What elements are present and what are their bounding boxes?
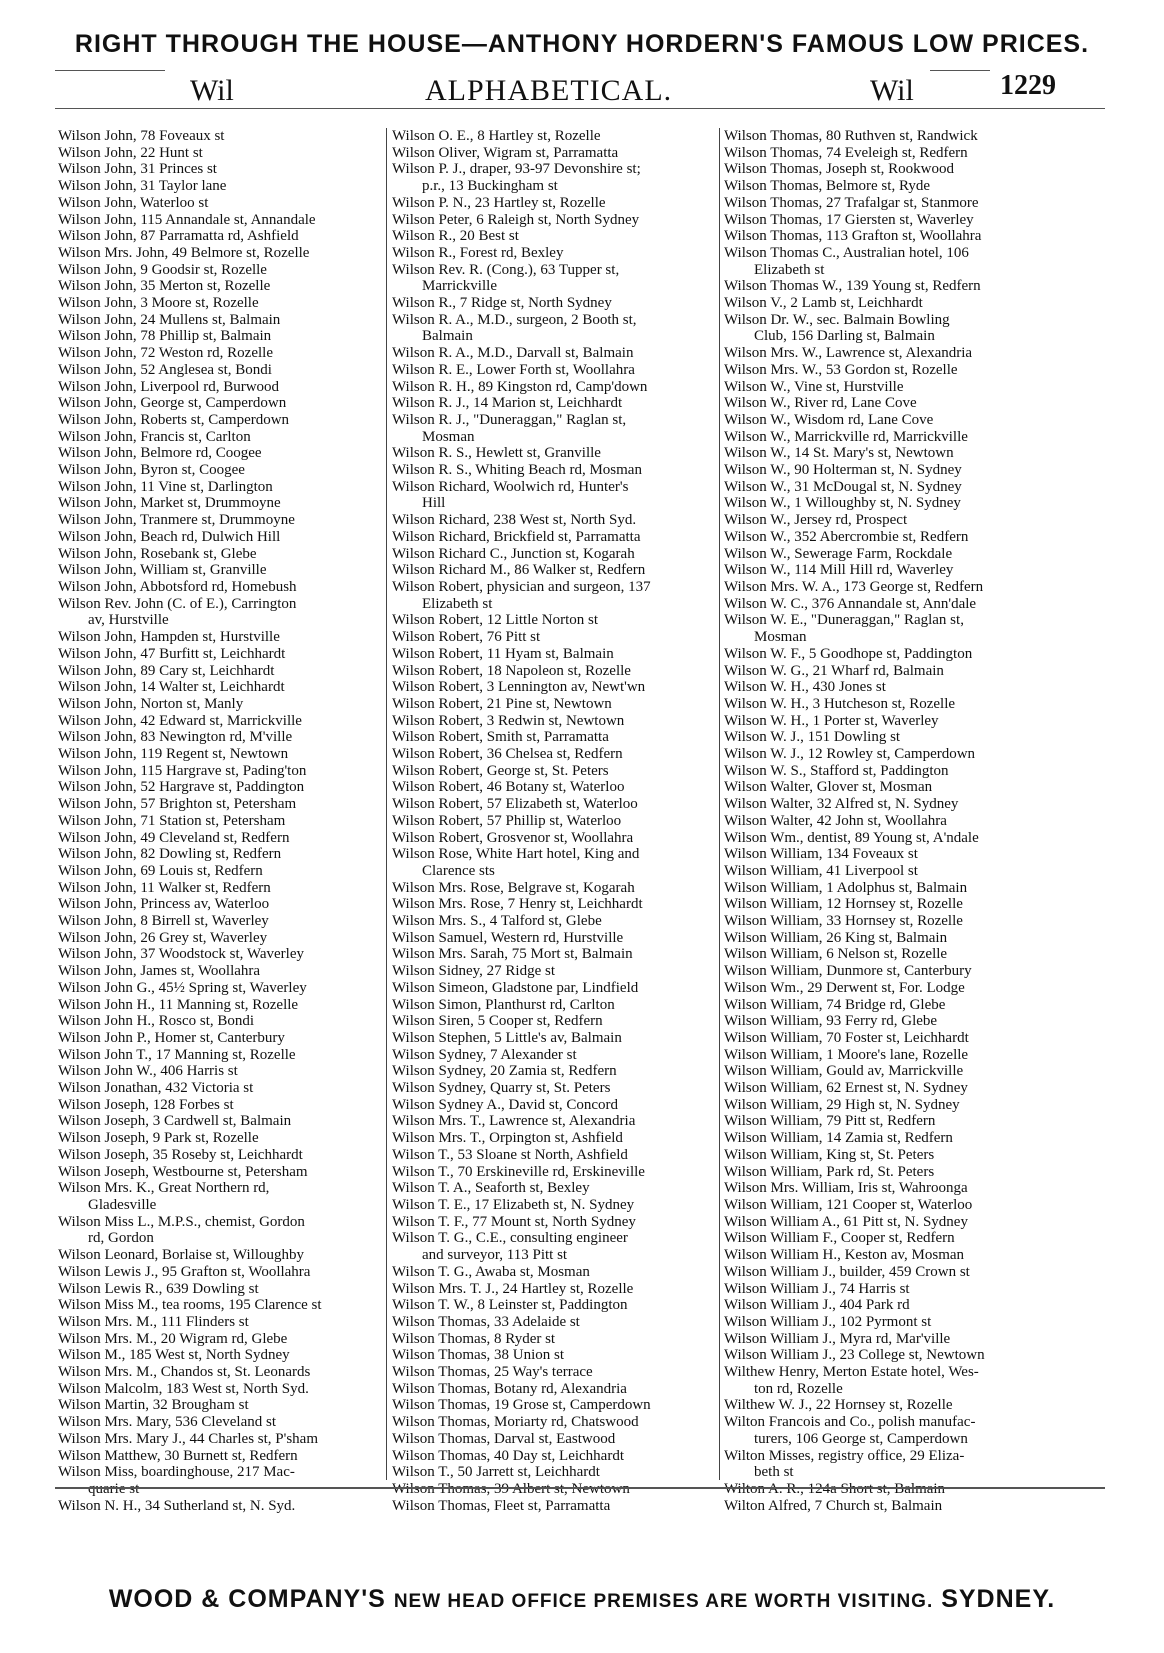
- directory-entry: Wilson Robert, 57 Phillip st, Waterloo: [392, 812, 622, 829]
- directory-column-2: [392, 128, 718, 1514]
- directory-entry: Wilson Joseph, 35 Roseby st, Leichhardt: [58, 1146, 303, 1163]
- directory-entry: Wilson Joseph, 9 Park st, Rozelle: [58, 1130, 259, 1147]
- directory-entry: Wilson Miss L., M.P.S., chemist, Gordon: [58, 1213, 305, 1230]
- directory-entry: Wilson Mrs. John, 49 Belmore st, Rozelle: [58, 244, 310, 261]
- directory-entry: Wilson Thomas, 27 Trafalgar st, Stanmore: [724, 194, 979, 211]
- directory-entry: Wilson William, Park rd, St. Peters: [724, 1163, 935, 1180]
- directory-entry: Wilson R. E., Lower Forth st, Woollahra: [392, 361, 635, 378]
- bottom-advertisement-banner: [0, 1585, 1164, 1614]
- directory-entry: Wilson Mrs. T. J., 24 Hartley st, Rozelle: [392, 1280, 634, 1297]
- directory-entry: Wilthew Henry, Merton Estate hotel, Wes-: [724, 1364, 979, 1381]
- directory-entry: Wilson William J., Myra rd, Mar'ville: [724, 1330, 951, 1347]
- directory-entry-continuation: Hill: [422, 495, 446, 512]
- directory-entry: Wilson John G., 45½ Spring st, Waverley: [58, 979, 307, 996]
- directory-entry: Wilson John, Belmore rd, Coogee: [58, 445, 262, 462]
- directory-entry: Wilson John, George st, Camperdown: [58, 395, 287, 412]
- directory-entry: Wilson Thomas, Belmore st, Ryde: [724, 178, 931, 195]
- directory-entry: Wilton A. R., 124a Short st, Balmain: [724, 1480, 946, 1497]
- directory-entry: Wilson William, 121 Cooper st, Waterloo: [724, 1197, 973, 1213]
- directory-entry: Wilton Misses, registry office, 29 Eliza-: [724, 1447, 965, 1464]
- directory-entry: Wilson John, 24 Mullens st, Balmain: [58, 311, 281, 328]
- directory-entry: Wilton Francois and Co., polish manufac-: [724, 1414, 976, 1431]
- directory-entry: Wilson Thomas, 74 Eveleigh st, Redfern: [724, 144, 968, 161]
- directory-entry: Wilson Robert, 18 Napoleon st, Rozelle: [392, 662, 631, 679]
- directory-entry: Wilson Thomas, Joseph st, Rookwood: [724, 161, 954, 178]
- header-rule-left: [55, 70, 165, 71]
- directory-entry: Wilson Leonard, Borlaise st, Willoughby: [58, 1247, 304, 1264]
- directory-entry: Wilson W. J., 151 Dowling st: [724, 729, 901, 746]
- directory-entry: Wilson N. H., 34 Sutherland st, N. Syd.: [58, 1497, 296, 1514]
- directory-entry: Wilson John, Waterloo st: [58, 194, 209, 211]
- directory-entry: Wilson John, Roberts st, Camperdown: [58, 411, 290, 428]
- directory-entry: Wilson Thomas, 38 Union st: [392, 1347, 565, 1364]
- directory-entry: Wilson Thomas C., Australian hotel, 106: [724, 244, 969, 261]
- directory-entry: Wilson Thomas, 113 Grafton st, Woollahra: [724, 228, 982, 245]
- directory-entry: Wilson R., 7 Ridge st, North Sydney: [392, 295, 612, 312]
- directory-entry: Wilson John, Beach rd, Dulwich Hill: [58, 528, 281, 545]
- directory-entry-continuation: Club, 156 Darling st, Balmain: [754, 328, 935, 345]
- banner-city: SYDNEY.: [941, 1585, 1056, 1613]
- directory-entry: Wilson William, 62 Ernest st, N. Sydney: [724, 1080, 968, 1097]
- directory-entry: Wilson Wm., 29 Derwent st, For. Lodge: [724, 979, 965, 996]
- directory-entry: Wilson Mrs. M., 20 Wigram rd, Glebe: [58, 1330, 288, 1347]
- directory-entry: Wilson W., Jersey rd, Prospect: [724, 512, 908, 529]
- directory-entry-continuation: beth st: [754, 1464, 794, 1481]
- directory-column-3: [724, 128, 1058, 1514]
- directory-entry: Wilson John, James st, Woollahra: [58, 963, 261, 980]
- directory-entry: Wilson Robert, George st, St. Peters: [392, 762, 609, 779]
- directory-entry: Wilson Thomas, 80 Ruthven st, Randwick: [724, 128, 978, 144]
- directory-entry: Wilson W. H., 430 Jones st: [724, 679, 886, 696]
- directory-entry: Wilson R. J., 14 Marion st, Leichhardt: [392, 395, 623, 412]
- directory-entry: Wilson Mrs. William, Iris st, Wahroonga: [724, 1180, 968, 1197]
- directory-entry: Wilson Robert, 3 Redwin st, Newtown: [392, 712, 625, 729]
- directory-entry: Wilson John, 89 Cary st, Leichhardt: [58, 662, 275, 679]
- directory-entry: Wilson T. F., 77 Mount st, North Sydney: [392, 1213, 636, 1230]
- directory-entry: Wilson Mrs. Rose, 7 Henry st, Leichhardt: [392, 896, 643, 913]
- directory-entry-continuation: Gladesville: [88, 1197, 157, 1213]
- directory-entry: Wilson Siren, 5 Cooper st, Redfern: [392, 1013, 603, 1030]
- directory-entry: Wilson Miss, boardinghouse, 217 Mac-: [58, 1464, 295, 1481]
- footer-rule: [55, 1487, 1105, 1489]
- directory-entry: Wilson John, 22 Hunt st: [58, 144, 203, 161]
- directory-entry: Wilson William, 41 Liverpool st: [724, 862, 918, 879]
- directory-entry: Wilson Mrs. K., Great Northern rd,: [58, 1180, 270, 1197]
- directory-entry: Wilson Martin, 32 Brougham st: [58, 1397, 249, 1414]
- header-right-guide: Wil: [870, 74, 914, 107]
- directory-entry: Wilson Thomas, 19 Grose st, Camperdown: [392, 1397, 651, 1414]
- directory-entry: Wilson John, Byron st, Coogee: [58, 462, 245, 479]
- directory-entry: Wilson Robert, 46 Botany st, Waterloo: [392, 779, 625, 796]
- directory-entry: Wilson W., 114 Mill Hill rd, Waverley: [724, 562, 954, 579]
- directory-entry: Wilson John, 115 Annandale st, Annandale: [58, 211, 316, 228]
- directory-entry: Wilson William, 26 King st, Balmain: [724, 929, 948, 946]
- directory-entry: Wilson Joseph, 128 Forbes st: [58, 1096, 234, 1113]
- directory-entry: Wilson William, 93 Ferry rd, Glebe: [724, 1013, 938, 1030]
- directory-entry: Wilson Joseph, Westbourne st, Petersham: [58, 1163, 308, 1180]
- directory-entry: Wilson T., 70 Erskineville rd, Erskineville: [392, 1163, 645, 1180]
- directory-entry: Wilson John, 115 Hargrave st, Pading'ton: [58, 762, 307, 779]
- directory-entry: Wilson William, King st, St. Peters: [724, 1146, 935, 1163]
- column-divider-2: [719, 128, 720, 1480]
- directory-entry: Wilson Mrs. Rose, Belgrave st, Kogarah: [392, 879, 635, 896]
- directory-entry: Wilson Robert, 21 Pine st, Newtown: [392, 695, 612, 712]
- directory-entry: Wilson John, 3 Moore st, Rozelle: [58, 295, 259, 312]
- directory-entry: Wilson Walter, Glover st, Mosman: [724, 779, 933, 796]
- directory-entry: Wilson T., 50 Jarrett st, Leichhardt: [392, 1464, 600, 1481]
- directory-entry: Wilson W., Marrickville rd, Marrickville: [724, 428, 968, 445]
- directory-entry: Wilson R., 20 Best st: [392, 228, 519, 245]
- directory-entry: Wilson William, 1 Moore's lane, Rozelle: [724, 1046, 969, 1063]
- banner-message: NEW HEAD OFFICE PREMISES ARE WORTH VISITING.: [393, 1591, 934, 1612]
- directory-entry: Wilson William, 79 Pitt st, Redfern: [724, 1113, 936, 1130]
- directory-entry: Wilson Mrs. W., Lawrence st, Alexandria: [724, 345, 973, 362]
- directory-entry: Wilson W., 31 McDougal st, N. Sydney: [724, 478, 962, 495]
- directory-entry: Wilson Thomas, 17 Giersten st, Waverley: [724, 211, 974, 228]
- directory-entry: Wilson John, 119 Regent st, Newtown: [58, 746, 289, 763]
- directory-entry: Wilson Peter, 6 Raleigh st, North Sydney: [392, 211, 640, 228]
- directory-column-1: [58, 128, 384, 1514]
- directory-entry: Wilson Matthew, 30 Burnett st, Redfern: [58, 1447, 298, 1464]
- directory-entry: Wilson Walter, 32 Alfred st, N. Sydney: [724, 796, 959, 813]
- directory-entry-continuation: Balmain: [422, 328, 473, 345]
- directory-entry: Wilson John H., 11 Manning st, Rozelle: [58, 996, 299, 1013]
- directory-entry: Wilson M., 185 West st, North Sydney: [58, 1347, 290, 1364]
- directory-entry: Wilson Stephen, 5 Little's av, Balmain: [392, 1029, 622, 1046]
- directory-entry: Wilson W. E., "Duneraggan," Raglan st,: [724, 612, 964, 629]
- directory-entry: Wilson Mrs. W. A., 173 George st, Redfern: [724, 578, 984, 595]
- directory-entry: Wilson R. S., Hewlett st, Granville: [392, 445, 601, 462]
- directory-entry: Wilson John H., Rosco st, Bondi: [58, 1013, 255, 1030]
- directory-entry: Wilson Robert, 3 Lennington av, Newt'wn: [392, 679, 646, 696]
- directory-entry-continuation: and surveyor, 113 Pitt st: [422, 1247, 568, 1264]
- directory-entry: Wilson William, 14 Zamia st, Redfern: [724, 1130, 953, 1147]
- directory-entry: Wilson Richard, Woolwich rd, Hunter's: [392, 478, 629, 495]
- directory-entry: Wilson Robert, Grosvenor st, Woollahra: [392, 829, 634, 846]
- directory-entry: Wilson Jonathan, 432 Victoria st: [58, 1080, 254, 1097]
- column-divider-1: [386, 128, 387, 1480]
- directory-entry: Wilson John, 26 Grey st, Waverley: [58, 929, 268, 946]
- directory-entry: Wilson Thomas, Moriarty rd, Chatswood: [392, 1414, 639, 1431]
- directory-entry: Wilson Samuel, Western rd, Hurstville: [392, 929, 624, 946]
- directory-entry: Wilson John, 47 Burfitt st, Leichhardt: [58, 645, 286, 662]
- directory-entry: Wilson John, 35 Merton st, Rozelle: [58, 278, 271, 295]
- directory-entry: Wilson Robert, 57 Elizabeth st, Waterloo: [392, 796, 638, 813]
- directory-entry: Wilson W. H., 1 Porter st, Waverley: [724, 712, 939, 729]
- directory-entry: Wilson Malcolm, 183 West st, North Syd.: [58, 1380, 309, 1397]
- directory-entry: Wilson W., Wisdom rd, Lane Cove: [724, 411, 934, 428]
- directory-entry: Wilson William, 33 Hornsey st, Rozelle: [724, 913, 963, 930]
- directory-entry: Wilson William J., 74 Harris st: [724, 1280, 910, 1297]
- directory-entry: Wilson John, 37 Woodstock st, Waverley: [58, 946, 304, 963]
- directory-entry: Wilson Simon, Planthurst rd, Carlton: [392, 996, 615, 1013]
- directory-entry: Wilson Miss M., tea rooms, 195 Clarence st: [58, 1297, 322, 1314]
- directory-entry: Wilson Joseph, 3 Cardwell st, Balmain: [58, 1113, 292, 1130]
- directory-entry: Wilson William, Dunmore st, Canterbury: [724, 963, 972, 980]
- directory-entry: Wilson Sydney, 20 Zamia st, Redfern: [392, 1063, 617, 1080]
- directory-entry: Wilson John, Abbotsford rd, Homebush: [58, 578, 297, 595]
- directory-entry: Wilson John, Hampden st, Hurstville: [58, 629, 280, 646]
- directory-entry-continuation: rd, Gordon: [88, 1230, 154, 1247]
- directory-entry: Wilson W. C., 376 Annandale st, Ann'dale: [724, 595, 977, 612]
- directory-entry: Wilson T. G., C.E., consulting engineer: [392, 1230, 628, 1247]
- directory-entry: Wilson John, Norton st, Manly: [58, 695, 244, 712]
- directory-entry: Wilton Alfred, 7 Church st, Balmain: [724, 1497, 943, 1514]
- directory-entry: Wilson John, 83 Newington rd, M'ville: [58, 729, 293, 746]
- directory-entry-continuation: Elizabeth st: [754, 261, 825, 278]
- directory-entry: Wilson Mrs. Sarah, 75 Mort st, Balmain: [392, 946, 633, 963]
- directory-entry: Wilson William, 12 Hornsey st, Rozelle: [724, 896, 963, 913]
- directory-entry: Wilson P. N., 23 Hartley st, Rozelle: [392, 194, 606, 211]
- directory-entry: Wilson O. E., 8 Hartley st, Rozelle: [392, 128, 601, 144]
- directory-entry: Wilson Sydney, 7 Alexander st: [392, 1046, 577, 1063]
- directory-entry: Wilson R., Forest rd, Bexley: [392, 244, 564, 261]
- directory-entry-continuation: Mosman: [422, 428, 475, 445]
- header-rule-right: [930, 70, 990, 71]
- directory-entry: Wilson Rose, White Hart hotel, King and: [392, 846, 640, 863]
- directory-entry: Wilson John, 52 Anglesea st, Bondi: [58, 361, 272, 378]
- directory-entry: Wilson John T., 17 Manning st, Rozelle: [58, 1046, 296, 1063]
- directory-entry: Wilson William, 6 Nelson st, Rozelle: [724, 946, 948, 963]
- directory-entry: Wilson Rev. John (C. of E.), Carrington: [58, 595, 297, 612]
- directory-entry: Wilson Thomas, 8 Ryder st: [392, 1330, 556, 1347]
- directory-entry: Wilson Richard, 238 West st, North Syd.: [392, 512, 637, 529]
- directory-entry-continuation: Elizabeth st: [422, 595, 493, 612]
- directory-entry: Wilson T. G., Awaba st, Mosman: [392, 1263, 590, 1280]
- directory-entry: Wilson W., 14 St. Mary's st, Newtown: [724, 445, 954, 462]
- directory-entry: Wilson Sydney, Quarry st, St. Peters: [392, 1080, 611, 1097]
- directory-entry-continuation: quarie st: [88, 1480, 140, 1497]
- directory-entry: Wilson John, 11 Walker st, Redfern: [58, 879, 271, 896]
- directory-entry: Wilson Lewis J., 95 Grafton st, Woollahra: [58, 1263, 311, 1280]
- directory-entry: Wilson John, Rosebank st, Glebe: [58, 545, 257, 562]
- directory-entry: Wilson W., 1 Willoughby st, N. Sydney: [724, 495, 961, 512]
- directory-entry: Wilson John, 31 Princes st: [58, 161, 217, 178]
- directory-entry: Wilson T. W., 8 Leinster st, Paddington: [392, 1297, 628, 1314]
- directory-entry: Wilson R. H., 89 Kingston rd, Camp'down: [392, 378, 648, 395]
- directory-entry: Wilson John, 11 Vine st, Darlington: [58, 478, 273, 495]
- directory-entry: Wilson Rev. R. (Cong.), 63 Tupper st,: [392, 261, 620, 278]
- directory-entry: Wilson John, 71 Station st, Petersham: [58, 812, 286, 829]
- directory-entry: Wilson W., Sewerage Farm, Rockdale: [724, 545, 953, 562]
- directory-entry-continuation: p.r., 13 Buckingham st: [422, 178, 558, 195]
- directory-entry-continuation: Clarence sts: [422, 862, 495, 879]
- directory-entry: Wilson Mrs. Mary, 536 Cleveland st: [58, 1414, 276, 1431]
- directory-entry: Wilson Mrs. M., Chandos st, St. Leonards: [58, 1364, 311, 1381]
- top-advertisement-banner: RIGHT THROUGH THE HOUSE—ANTHONY HORDERN'S FAMOUS LOW PRICES.: [74, 30, 1090, 58]
- directory-entry: Wilson William, 74 Bridge rd, Glebe: [724, 996, 946, 1013]
- directory-entry: Wilson Thomas, 25 Way's terrace: [392, 1364, 593, 1381]
- directory-entry: Wilson William J., 102 Pyrmont st: [724, 1313, 932, 1330]
- directory-entry: Wilson Robert, 12 Little Norton st: [392, 612, 599, 629]
- directory-entry: Wilson William J., builder, 459 Crown st: [724, 1263, 970, 1280]
- directory-entry: Wilson T. A., Seaforth st, Bexley: [392, 1180, 590, 1197]
- directory-entry: Wilson Walter, 42 John st, Woollahra: [724, 812, 947, 829]
- banner-company: WOOD & COMPANY'S: [108, 1585, 386, 1613]
- directory-entry: Wilson Thomas, Darval st, Eastwood: [392, 1430, 616, 1447]
- directory-entry: Wilson John P., Homer st, Canterbury: [58, 1029, 285, 1046]
- header-left-guide: Wil: [190, 74, 234, 107]
- directory-entry: Wilson John, Market st, Drummoyne: [58, 495, 281, 512]
- directory-entry: Wilson William, 134 Foveaux st: [724, 846, 918, 863]
- directory-entry: Wilson Thomas, Botany rd, Alexandria: [392, 1380, 627, 1397]
- directory-entry: Wilson William J., 23 College st, Newtown: [724, 1347, 985, 1364]
- directory-entry: Wilson W., Vine st, Hurstville: [724, 378, 904, 395]
- directory-entry: Wilson John, 57 Brighton st, Petersham: [58, 796, 297, 813]
- directory-entry: Wilson Wm., dentist, 89 Young st, A'ndale: [724, 829, 979, 846]
- directory-entry: Wilson T., 53 Sloane st North, Ashfield: [392, 1146, 628, 1163]
- directory-entry: Wilson W. J., 12 Rowley st, Camperdown: [724, 746, 976, 763]
- directory-entry: Wilson T. E., 17 Elizabeth st, N. Sydney: [392, 1197, 635, 1213]
- directory-entry: Wilson John, William st, Granville: [58, 562, 267, 579]
- directory-entry: Wilson John, Francis st, Carlton: [58, 428, 251, 445]
- page-title: ALPHABETICAL.: [425, 74, 673, 107]
- directory-entry-continuation: Marrickville: [422, 278, 497, 295]
- directory-entry: Wilson John, 87 Parramatta rd, Ashfield: [58, 228, 299, 245]
- directory-entry: Wilson John, 72 Weston rd, Rozelle: [58, 345, 273, 362]
- directory-entry: Wilson W. H., 3 Hutcheson st, Rozelle: [724, 695, 956, 712]
- directory-entry: Wilson Mrs. T., Lawrence st, Alexandria: [392, 1113, 636, 1130]
- directory-entry: Wilson W. F., 5 Goodhope st, Paddington: [724, 645, 973, 662]
- directory-entry: Wilson Thomas, 39 Albert st, Newtown: [392, 1480, 630, 1497]
- directory-entry: Wilson W., River rd, Lane Cove: [724, 395, 917, 412]
- directory-entry: Wilson W. G., 21 Wharf rd, Balmain: [724, 662, 944, 679]
- directory-entry: Wilson P. J., draper, 93-97 Devonshire st;: [392, 161, 641, 178]
- directory-entry: Wilson William F., Cooper st, Redfern: [724, 1230, 955, 1247]
- directory-entry: Wilson Oliver, Wigram st, Parramatta: [392, 144, 619, 161]
- directory-entry-continuation: ton rd, Rozelle: [754, 1380, 843, 1397]
- directory-entry: Wilson John, Princess av, Waterloo: [58, 896, 270, 913]
- directory-entry: Wilson W., 352 Abercrombie st, Redfern: [724, 528, 969, 545]
- directory-entry: Wilson William, Gould av, Marrickville: [724, 1063, 964, 1080]
- directory-entry: Wilson John, 78 Foveaux st: [58, 128, 225, 144]
- directory-entry: Wilson Mrs. S., 4 Talford st, Glebe: [392, 913, 602, 930]
- directory-entry: Wilson R. A., M.D., Darvall st, Balmain: [392, 345, 634, 362]
- directory-entry: Wilson Simeon, Gladstone par, Lindfield: [392, 979, 639, 996]
- directory-entry-continuation: av, Hurstville: [88, 612, 169, 629]
- directory-entry: Wilson V., 2 Lamb st, Leichhardt: [724, 295, 923, 312]
- directory-entry: Wilson Sidney, 27 Ridge st: [392, 963, 556, 980]
- directory-entry: Wilson John, 9 Goodsir st, Rozelle: [58, 261, 267, 278]
- directory-entry: Wilson Robert, 76 Pitt st: [392, 629, 541, 646]
- directory-entry: Wilson John, 14 Walter st, Leichhardt: [58, 679, 285, 696]
- directory-entry: Wilson John, Liverpool rd, Burwood: [58, 378, 280, 395]
- directory-entry: Wilson W. S., Stafford st, Paddington: [724, 762, 949, 779]
- directory-entry: Wilson Sydney A., David st, Concord: [392, 1096, 619, 1113]
- directory-entry: Wilson John, 82 Dowling st, Redfern: [58, 846, 282, 863]
- directory-entry: Wilson Thomas, 40 Day st, Leichhardt: [392, 1447, 624, 1464]
- directory-entry: Wilson Thomas W., 139 Young st, Redfern: [724, 278, 981, 295]
- directory-entry: Wilson R. S., Whiting Beach rd, Mosman: [392, 462, 642, 479]
- directory-entry: Wilson Thomas, Fleet st, Parramatta: [392, 1497, 611, 1514]
- directory-entry: Wilson Robert, 36 Chelsea st, Redfern: [392, 746, 623, 763]
- directory-entry: Wilson Dr. W., sec. Balmain Bowling: [724, 311, 950, 328]
- directory-entry: Wilson Richard M., 86 Walker st, Redfern: [392, 562, 646, 579]
- header-bottom-rule: [55, 108, 1105, 109]
- directory-entry: Wilson John, 52 Hargrave st, Paddington: [58, 779, 305, 796]
- directory-entry: Wilson John, 8 Birrell st, Waverley: [58, 913, 269, 930]
- directory-entry: Wilson John, 49 Cleveland st, Redfern: [58, 829, 290, 846]
- directory-entry: Wilson Richard C., Junction st, Kogarah: [392, 545, 635, 562]
- directory-entry: Wilson John, 78 Phillip st, Balmain: [58, 328, 272, 345]
- directory-entry: Wilson John, 42 Edward st, Marrickville: [58, 712, 302, 729]
- directory-entry: Wilson Robert, 11 Hyam st, Balmain: [392, 645, 614, 662]
- directory-entry: Wilson William H., Keston av, Mosman: [724, 1247, 965, 1264]
- directory-entry-continuation: turers, 106 George st, Camperdown: [754, 1430, 968, 1447]
- directory-entry: Wilson Mrs. T., Orpington st, Ashfield: [392, 1130, 623, 1147]
- directory-entry: Wilson R. A., M.D., surgeon, 2 Booth st,: [392, 311, 637, 328]
- directory-entry: Wilson R. J., "Duneraggan," Raglan st,: [392, 411, 627, 428]
- directory-entry: Wilson William, 70 Foster st, Leichhardt: [724, 1029, 969, 1046]
- directory-entry: Wilson Robert, physician and surgeon, 137: [392, 578, 651, 595]
- directory-entry: Wilson William, 1 Adolphus st, Balmain: [724, 879, 968, 896]
- directory-entry: Wilson John, Tranmere st, Drummoyne: [58, 512, 295, 529]
- directory-entry: Wilson Mrs. Mary J., 44 Charles st, P'sham: [58, 1430, 319, 1447]
- directory-entry: Wilson Thomas, 33 Adelaide st: [392, 1313, 580, 1330]
- directory-entry: Wilson W., 90 Holterman st, N. Sydney: [724, 462, 962, 479]
- directory-entry: Wilson Mrs. M., 111 Flinders st: [58, 1313, 249, 1330]
- directory-entry: Wilson John, 31 Taylor lane: [58, 178, 227, 195]
- directory-entry: Wilson William J., 404 Park rd: [724, 1297, 910, 1314]
- directory-entry-continuation: Mosman: [754, 629, 807, 646]
- directory-entry: Wilthew W. J., 22 Hornsey st, Rozelle: [724, 1397, 953, 1414]
- page-number: 1229: [1000, 70, 1056, 101]
- directory-entry: Wilson Richard, Brickfield st, Parramatta: [392, 528, 641, 545]
- directory-entry: Wilson Mrs. W., 53 Gordon st, Rozelle: [724, 361, 958, 378]
- directory-entry: Wilson John, 69 Louis st, Redfern: [58, 862, 263, 879]
- directory-entry: Wilson Lewis R., 639 Dowling st: [58, 1280, 259, 1297]
- directory-entry: Wilson William A., 61 Pitt st, N. Sydney: [724, 1213, 968, 1230]
- directory-entry: Wilson Robert, Smith st, Parramatta: [392, 729, 609, 746]
- directory-entry: Wilson William, 29 High st, N. Sydney: [724, 1096, 960, 1113]
- directory-entry: Wilson John W., 406 Harris st: [58, 1063, 238, 1080]
